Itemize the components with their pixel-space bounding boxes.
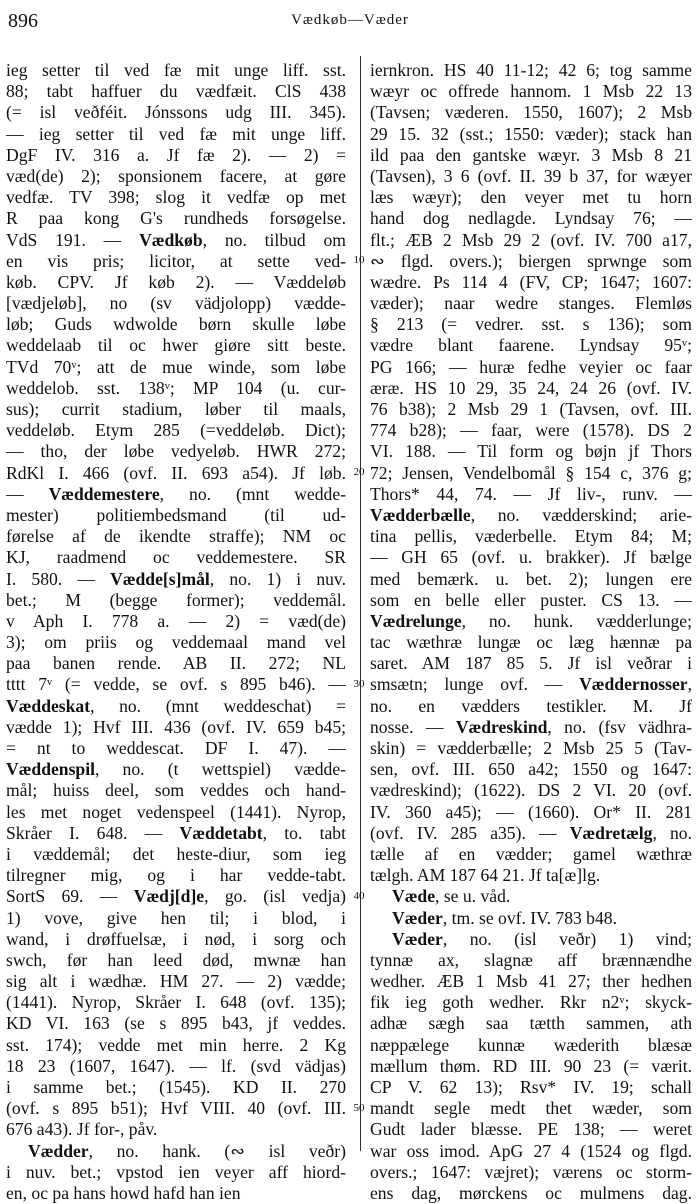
left-column-line: vædde 1); Hvf III. 436 (ovf. IV. 659 b45; (6, 716, 346, 737)
left-column-line: mål; huiss deel, som veddes och hand- (6, 780, 346, 801)
left-column-line: 1) vove, give hen til; i blod, i (6, 907, 346, 928)
right-column-line: skin) = vædderbælle; 2 Msb 25 5 (Tav- (370, 738, 692, 758)
right-column-line: Væder, tm. se ovf. IV. 783 b48. (392, 907, 617, 928)
right-column-line: Gudt lader blæsse. PE 138; — weret (370, 1119, 692, 1140)
right-column-line: CP V. 62 13); Rsv* IV. 19; schall (370, 1077, 692, 1097)
page-header (0, 0, 700, 42)
right-column-line: mandt segle medt thet wæder, som (370, 1098, 692, 1119)
right-column-line: tælle af en vædder; gamel wæthræ (370, 843, 692, 864)
right-column (370, 60, 692, 1204)
left-column-line: SortS 69. — Vædj[d]e, go. (isl vedja) (6, 886, 346, 907)
left-column-line: i samme bet.; (1545). KD II. 270 (6, 1077, 346, 1097)
right-column-line: 774 b28); — faar, were (1578). DS 2 (370, 420, 692, 441)
right-column-line: ens dag, mørckens oc mulmens dag. (370, 1182, 692, 1203)
left-column-line: TVd 70ᵛ; att de mue winde, som løbe (6, 356, 346, 377)
left-column-line: R paa kong G's rundheds forsøgelse. (6, 208, 346, 229)
left-column-line: [vædjeløb], no (sv vädjolopp) vædde- (6, 293, 346, 314)
right-column-line: tina pellis, væderbelle. Etym 84; M; (370, 526, 692, 547)
left-column-line: DgF IV. 316 a. Jf fæ 2). — 2) = (6, 144, 346, 165)
left-column-line: — Væddemestere, no. (mnt wedde- (6, 483, 346, 504)
right-column-line: wæyr oc offrede hannom. 1 Msb 22 13 (370, 81, 692, 102)
left-column-line: = nt to weddescat. DF I. 47). — (6, 738, 346, 758)
left-column-line: en vis pris; licitor, at sette ved- (6, 250, 346, 271)
left-column-line: wand, i drøffuelsæ, i nød, i sorg och (6, 928, 346, 949)
left-column-line: 676 a43). Jf for-, påv. (6, 1119, 158, 1140)
right-column-line: næppælege kunnæ wæderith blæsæ (370, 1034, 692, 1055)
right-column-line: tynnæ ax, slagnæ aff brænnændhe (370, 949, 692, 970)
left-column-line: weddelaab til oc hwer giøre sitt beste. (6, 335, 346, 356)
line-number: 40 (353, 890, 365, 902)
left-column-line: ieg setter til ved fæ mit unge liff. sst. (6, 60, 346, 80)
right-column-line: IV. 360 a45); — (1660). Or* II. 281 (370, 801, 692, 822)
left-column-line: førelse af de ikendte straffe); NM oc (6, 526, 346, 547)
left-column-line: RdKl I. 466 (ovf. II. 693 a54). Jf løb. (6, 462, 346, 483)
right-column-line: Vædrelunge, no. hunk. vædderlunge; (370, 610, 692, 631)
right-column-line: Thors* 44, 74. — Jf liv-, runv. — (370, 483, 692, 504)
right-column-line: (Tavsen; væderen. 1550, 1607); 2 Msb (370, 102, 692, 123)
left-column-line: 88; tabt haffuer du vædfæit. ClS 438 (6, 81, 346, 102)
right-column-line: — GH 65 (ovf. u. brakker). Jf bælge (370, 547, 692, 568)
left-column-line: swch, før han leed død, mwnæ han (6, 949, 346, 970)
right-column-line: 76 b38); 2 Msb 29 1 (Tavsen, ovf. III. (370, 399, 692, 419)
right-column-line: wedher. ÆB 1 Msb 41 27; ther hedhen (370, 971, 692, 992)
right-column-line: vædre blant faarene. Lyndsay 95ᵛ; (370, 335, 692, 356)
right-column-line: væder); naar wedre stanges. Flemløs (370, 293, 692, 314)
left-column-line: Vædder, no. hank. (∾ isl veðr) (28, 1140, 346, 1161)
right-column-line: adhæ sægh saa tætth sammen, ath (370, 1013, 692, 1034)
left-column-line: køb. CPV. Jf køb 2). — Væddeløb (6, 271, 346, 292)
right-column-line: smsætn; lunge ovf. — Væddernosser, (370, 674, 692, 695)
left-column-line: en, oc pa hans howd hafd han ien (6, 1182, 241, 1203)
left-column-line: sig alt i wædhæ. HM 27. — 2) vædde; (6, 971, 346, 992)
left-column-line: paa banen rende. AB II. 272; NL (6, 653, 346, 674)
left-column-line: Væddeskat, no. (mnt weddeschat) = (6, 695, 346, 716)
left-column-line: tilregner mig, og i har vedde-tabt. (6, 865, 346, 886)
right-column-line: som en belle eller puster. CS 13. — (370, 589, 692, 610)
left-column-line: Væddenspil, no. (t wettspiel) vædde- (6, 759, 346, 780)
right-column-line: § 213 (= vedrer. sst. s 136); som (370, 314, 692, 335)
right-column-line: iernkron. HS 40 11-12; 42 6; tog samme (370, 60, 692, 80)
left-column-line: mester) politiembedsmand (til ud- (6, 504, 346, 525)
right-column-line: vædreskind); (1622). DS 2 VI. 20 (ovf. (370, 780, 692, 801)
right-column-line: tælgh. AM 187 64 21. Jf ta[æ]lg. (370, 865, 601, 886)
left-column-line: KD VI. 163 (se s 895 b43, jf veddes. (6, 1013, 346, 1034)
left-column-line: (= isl veðféit. Jónssons udg III. 345). (6, 102, 346, 123)
running-head: Vædkøb—Væder (291, 12, 409, 28)
right-column-line: Væde, se u. våd. (392, 886, 511, 907)
left-column-line: vedfæ. TV 398; slog it vedfæ op met (6, 187, 346, 208)
left-column-line: — ieg setter til ved fæ mit unge liff. (6, 123, 346, 144)
left-column-line: les met noget vedenspeel (1441). Nyrop, (6, 801, 346, 822)
right-column-line: mællum thøm. RD III. 90 23 (= værit. (370, 1055, 692, 1076)
right-column-line: war oss imod. ApG 27 4 (1524 og flgd. (370, 1140, 692, 1161)
right-column-line: hand dog nedlagde. Lyndsay 76; — (370, 208, 692, 229)
right-column-line: læs wæyr); den veyer met tu horn (370, 187, 692, 208)
right-column-line: med bemærk. u. bet. 2); lungen ere (370, 568, 692, 589)
right-column-line: (Tavsen), 3 6 (ovf. II. 39 b 37, for wæyer (370, 165, 692, 186)
line-number: 50 (353, 1102, 365, 1114)
left-column-line: Skråer I. 648. — Væddetabt, to. tabt (6, 822, 346, 843)
left-column-line: i væddemål; det heste-diur, som ieg (6, 843, 346, 864)
right-column-line: 72; Jensen, Vendelbomål § 154 c, 376 g; (370, 462, 692, 483)
line-number: 20 (353, 466, 365, 478)
left-column-line: — tho, der løbe vedyeløb. HWR 272; (6, 441, 346, 462)
left-column-line: 3); om priis og veddemaal mand vel (6, 632, 346, 653)
left-column-line: tttt 7ᵛ (= vedde, se ovf. s 895 b46). — (6, 674, 346, 695)
left-column-line: løb; Guds wdwolde børn skulle løbe (6, 314, 346, 335)
left-column-line: weddelob. sst. 138ᵛ; MP 104 (u. cur- (6, 377, 346, 398)
right-column-line: fik ieg goth wedher. Rkr n2ᵛ; skyck- (370, 992, 692, 1013)
right-column-line: flt.; ÆB 2 Msb 29 2 (ovf. IV. 700 a17, (370, 229, 692, 250)
right-column-line: æræ. HS 10 29, 35 24, 24 26 (ovf. IV. (370, 377, 692, 398)
right-column-line: Vædderbælle, no. vædderskind; arie- (370, 504, 692, 525)
left-column-line: KJ, raadmend oc veddemestere. SR (6, 547, 346, 568)
right-column-line: 29 15. 32 (sst.; 1550: væder); stack han (370, 123, 692, 144)
right-column-line: VI. 188. — Til form og bøjn jf Thors (370, 441, 692, 462)
right-column-line: ∾ flgd. overs.); biergen sprwnge som (370, 250, 692, 271)
left-column-line: sus); currit stadium, løber til maals, (6, 399, 346, 419)
right-column-line: nosse. — Vædreskind, no. (fsv vädhra- (370, 716, 692, 737)
left-column-line: sst. 174); vedde met min herre. 2 Kg (6, 1034, 346, 1055)
left-column-line: v Aph I. 778 a. — 2) = væd(de) (6, 610, 346, 631)
left-column-line: (ovf. s 895 b51); Hvf VIII. 40 (ovf. III. (6, 1098, 346, 1119)
left-column-line: I. 580. — Vædde[s]mål, no. 1) i nuv. (6, 568, 346, 589)
left-column-line: væd(de) 2); sponsionem facere, at gøre (6, 165, 346, 186)
right-column-line: saret. AM 187 85 5. Jf isl veðrar i (370, 653, 692, 674)
right-column-line: wædre. Ps 114 4 (FV, CP; 1647; 1607: (370, 271, 692, 292)
line-number: 30 (353, 678, 365, 690)
left-column-line: i nuv. bet.; vpstod ien veyer aff hiord- (6, 1161, 346, 1182)
left-column (6, 60, 346, 1204)
right-column-line: PG 166; — huræ fedhe veyier oc faar (370, 356, 692, 377)
right-column-line: tac wæthræ lungæ oc læg hænnæ pa (370, 632, 692, 653)
right-column-line: no. en vædders testikler. M. Jf (370, 695, 692, 716)
left-column-line: veddeløb. Etym 285 (=veddeløb. Dict); (6, 420, 346, 441)
column-divider (360, 56, 361, 1151)
line-number: 10 (353, 254, 365, 266)
right-column-line: (ovf. IV. 285 a35). — Vædretælg, no. (370, 822, 692, 843)
right-column-line: sen, ovf. III. 650 a42; 1550 og 1647: (370, 759, 692, 780)
right-column-line: overs.; 1647: væjret); værens oc storm- (370, 1161, 692, 1182)
left-column-line: 18 23 (1607, 1647). — lf. (svd vädjas) (6, 1055, 346, 1076)
page-number: 896 (8, 10, 38, 32)
left-column-line: VdS 191. — Vædkøb, no. tilbud om (6, 229, 346, 250)
right-column-line: ild paa den gantske wæyr. 3 Msb 8 21 (370, 144, 692, 165)
left-column-line: (1441). Nyrop, Skråer I. 648 (ovf. 135); (6, 992, 346, 1013)
left-column-line: bet.; M (begge former); veddemål. (6, 589, 346, 610)
right-column-line: Væder, no. (isl veðr) 1) vind; (392, 928, 692, 949)
